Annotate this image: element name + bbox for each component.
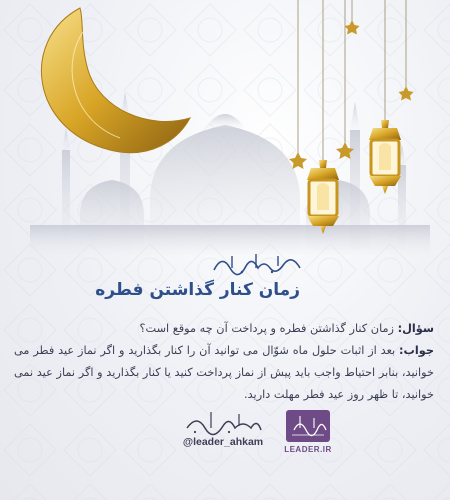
answer-label: جواب: <box>399 344 434 357</box>
lantern-icon <box>307 160 339 234</box>
qa-block <box>14 318 434 406</box>
channel-handle: @leader_ahkam <box>182 436 264 448</box>
basmala-calligraphy-icon <box>212 250 302 276</box>
crescent-moon-icon <box>41 8 190 153</box>
question-text: زمان کنار گذاشتن فطره و پرداخت آن چه موقع است؟ <box>139 322 398 335</box>
answer <box>14 340 434 406</box>
site-label: LEADER.IR <box>284 445 332 454</box>
question-label: سؤال: <box>397 322 434 335</box>
leader-logo-icon <box>286 410 330 442</box>
answer-text: بعد از اثبات حلول ماه شوّال می توانید آن را کنار بگذارید و اگر نماز عید فطر می خوانید، بنابر احتیاط واجب باید پیش از نماز پرداخت کنید یا کنار بگذارید و اگر نماز عید نمی خوانید، تا ظهر روز عید فطر مهلت دارید. <box>14 344 434 401</box>
question <box>14 318 434 340</box>
leader-logo <box>283 410 333 454</box>
lantern-icon <box>369 120 401 194</box>
page-title: زمان کنار گذاشتن فطره <box>95 280 300 300</box>
channel-signature <box>178 408 268 448</box>
signature-calligraphy-icon <box>183 408 263 436</box>
